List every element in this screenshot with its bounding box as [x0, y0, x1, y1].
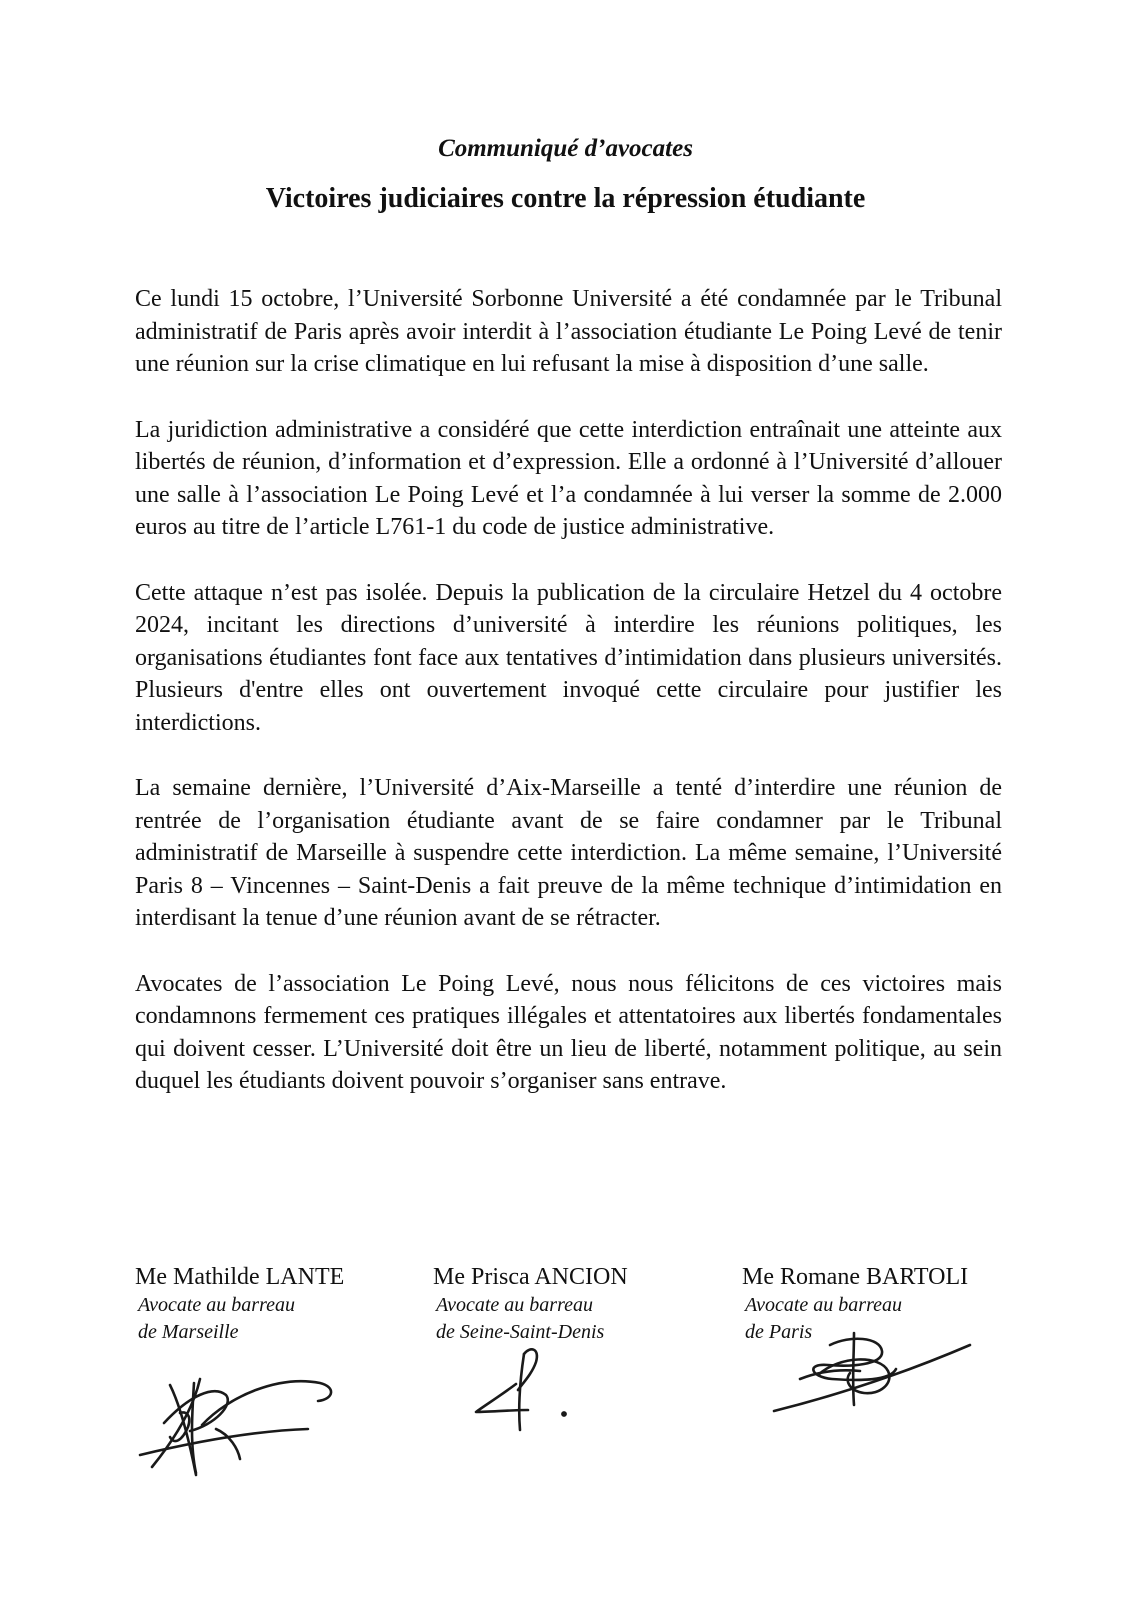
paragraph-2: La juridiction administrative a considéré que cette interdiction entraînait une atteinte aux libertés de réunion, d’information et d’expression. Elle a ordonné à l’Université d’allouer une salle à l’association Le Poing Levé et l’a condamnée à lui verser la somme de 2.000 euros au titre de l’article L761-1 du code de justice administrative. — [135, 416, 1002, 540]
signatory-role: Avocate au barreau — [138, 1294, 296, 1316]
paragraph-4: La semaine dernière, l’Université d’Aix-Marseille a tenté d’interdire une réunion de rentrée de l’organisation étudiante avant de se faire condamner par le Tribunal administratif de Marseille à suspendre cette interdiction. La même semaine, l’Université Paris 8 – Vincennes – Saint-Denis a fait preuve de la même technique d’intimidation en interdisant la tenue d’une réunion avant de se rétracter. — [135, 775, 1002, 931]
signatory-name: Me Romane BARTOLI — [742, 1264, 969, 1290]
paragraph-1: Ce lundi 15 octobre, l’Université Sorbonne Université a été condamnée par le Tribunal administratif de Paris après avoir interdit à l’association étudiante Le Poing Levé de tenir une réunion sur la crise climatique en lui refusant la mise à disposition d’une salle. — [135, 286, 1002, 377]
signatory-role: Avocate au barreau — [436, 1294, 594, 1316]
signature-lante-icon — [130, 1365, 360, 1485]
signatory-name: Me Mathilde LANTE — [135, 1264, 345, 1290]
paragraph-3: Cette attaque n’est pas isolée. Depuis la publication de la circulaire Hetzel du 4 octobre 2024, incitant les directions d’université à interdire les réunions politiques, les organisations étudiantes font face aux tentatives d’intimidation dans plusieurs universités. Plusieurs d'entre elles ont ouvertement invoqué cette circulaire pour justifier les interdictions. — [135, 579, 1002, 736]
document-title: Victoires judiciaires contre la répression étudiante — [265, 183, 866, 214]
signatory-role: Avocate au barreau — [745, 1294, 903, 1316]
signature-ancion-icon — [470, 1340, 590, 1440]
signatory-bar: de Paris — [745, 1321, 813, 1343]
signatory-bar: de Marseille — [138, 1321, 239, 1343]
document-kicker: Communiqué d’avocates — [438, 135, 693, 162]
signatory-name: Me Prisca ANCION — [433, 1264, 628, 1290]
signatory-lante — [135, 1262, 344, 1346]
signatory-bar: de Seine-Saint-Denis — [436, 1321, 605, 1343]
paragraph-5: Avocates de l’association Le Poing Levé, nous nous félicitons de ces victoires mais condamnons fermement ces pratiques illégales et attentatoires aux libertés fondamentales qui doivent cesser. L’Université doit être un lieu de liberté, notamment politique, au sein duquel les étudiants doivent pouvoir s’organiser sans entrave. — [135, 970, 1002, 1094]
signatory-ancion — [433, 1262, 628, 1346]
signature-bartoli-icon — [770, 1325, 980, 1425]
document-body — [135, 283, 1002, 1131]
